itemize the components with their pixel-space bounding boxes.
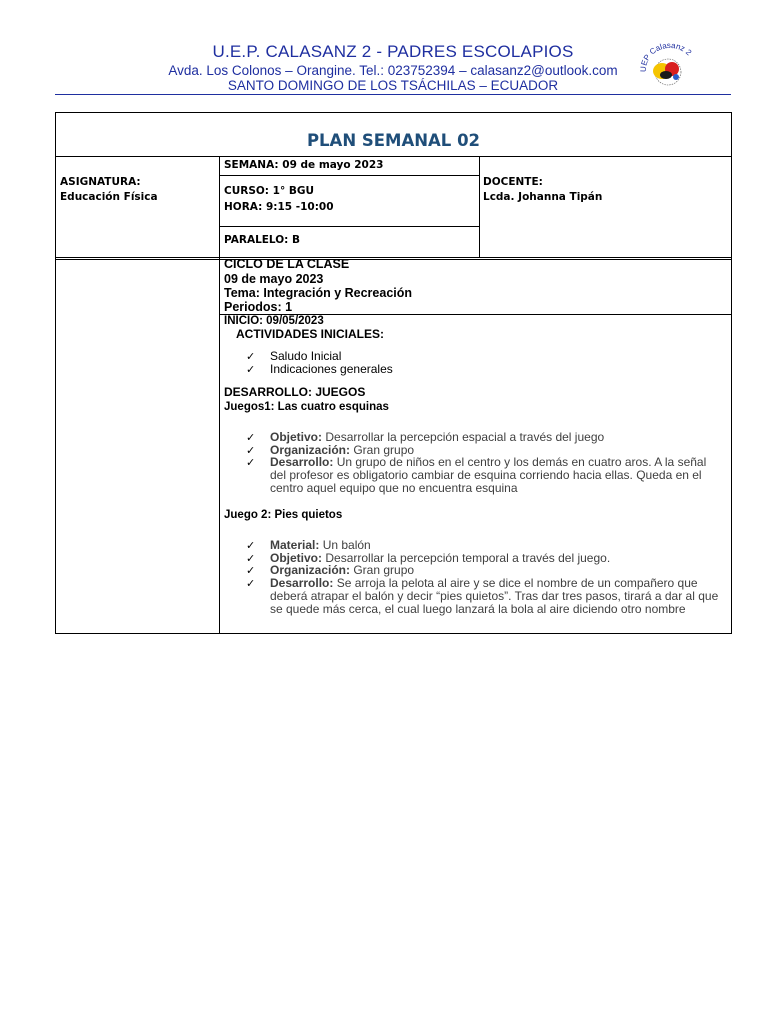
check-icon: ✓ [246, 553, 256, 565]
ciclo-date: 09 de mayo 2023 [224, 272, 324, 286]
check-icon: ✓ [246, 351, 256, 363]
check-icon: ✓ [246, 364, 256, 376]
check-icon: ✓ [246, 578, 256, 590]
check-icon: ✓ [246, 445, 256, 457]
check-icon: ✓ [246, 457, 256, 469]
table-line [479, 156, 480, 258]
paralelo-text: PARALELO: B [224, 234, 301, 246]
table-line [220, 175, 479, 176]
school-location: SANTO DOMINGO DE LOS TSÁCHILAS – ECUADOR [227, 78, 559, 93]
inicio-text: INICIO: 09/05/2023 [224, 315, 324, 327]
page-title: PLAN SEMANAL 02 [306, 131, 481, 150]
docente-value: Lcda. Johanna Tipán [483, 191, 603, 203]
juego2-title: Juego 2: Pies quietos [224, 509, 343, 521]
table-line [219, 156, 220, 633]
semana-text: SEMANA: 09 de mayo 2023 [224, 159, 384, 171]
asignatura-label: ASIGNATURA: [60, 176, 141, 188]
school-address: Avda. Los Colonos – Orangine. Tel.: 023752394 – calasanz2@outlook.com [168, 63, 618, 78]
asignatura-value: Educación Física [60, 191, 158, 203]
check-icon: ✓ [246, 540, 256, 552]
ciclo-periodos: Periodos: 1 [224, 300, 293, 314]
desarrollo-title: DESARROLLO: JUEGOS [224, 385, 366, 399]
table-line [56, 156, 731, 157]
hora-text: HORA: 9:15 -10:00 [224, 201, 334, 213]
header-divider [55, 94, 731, 95]
table-line [56, 257, 731, 258]
juego1-title: Juegos1: Las cuatro esquinas [224, 401, 389, 413]
check-icon: ✓ [246, 565, 256, 577]
logo-text: UEP Calasanz 2 [638, 42, 694, 73]
table-line [220, 226, 479, 227]
ciclo-title: CICLO DE LA CLASE [224, 257, 350, 271]
school-name: U.E.P. CALASANZ 2 - PADRES ESCOLAPIOS [212, 42, 574, 61]
table-line [56, 259, 731, 260]
docente-label: DOCENTE: [483, 176, 543, 188]
curso-text: CURSO: 1° BGU [224, 185, 315, 197]
actividades-title: ACTIVIDADES INICIALES: [236, 327, 385, 341]
school-logo-icon [638, 42, 700, 94]
ciclo-tema: Tema: Integración y Recreación [224, 286, 413, 300]
check-icon: ✓ [246, 432, 256, 444]
